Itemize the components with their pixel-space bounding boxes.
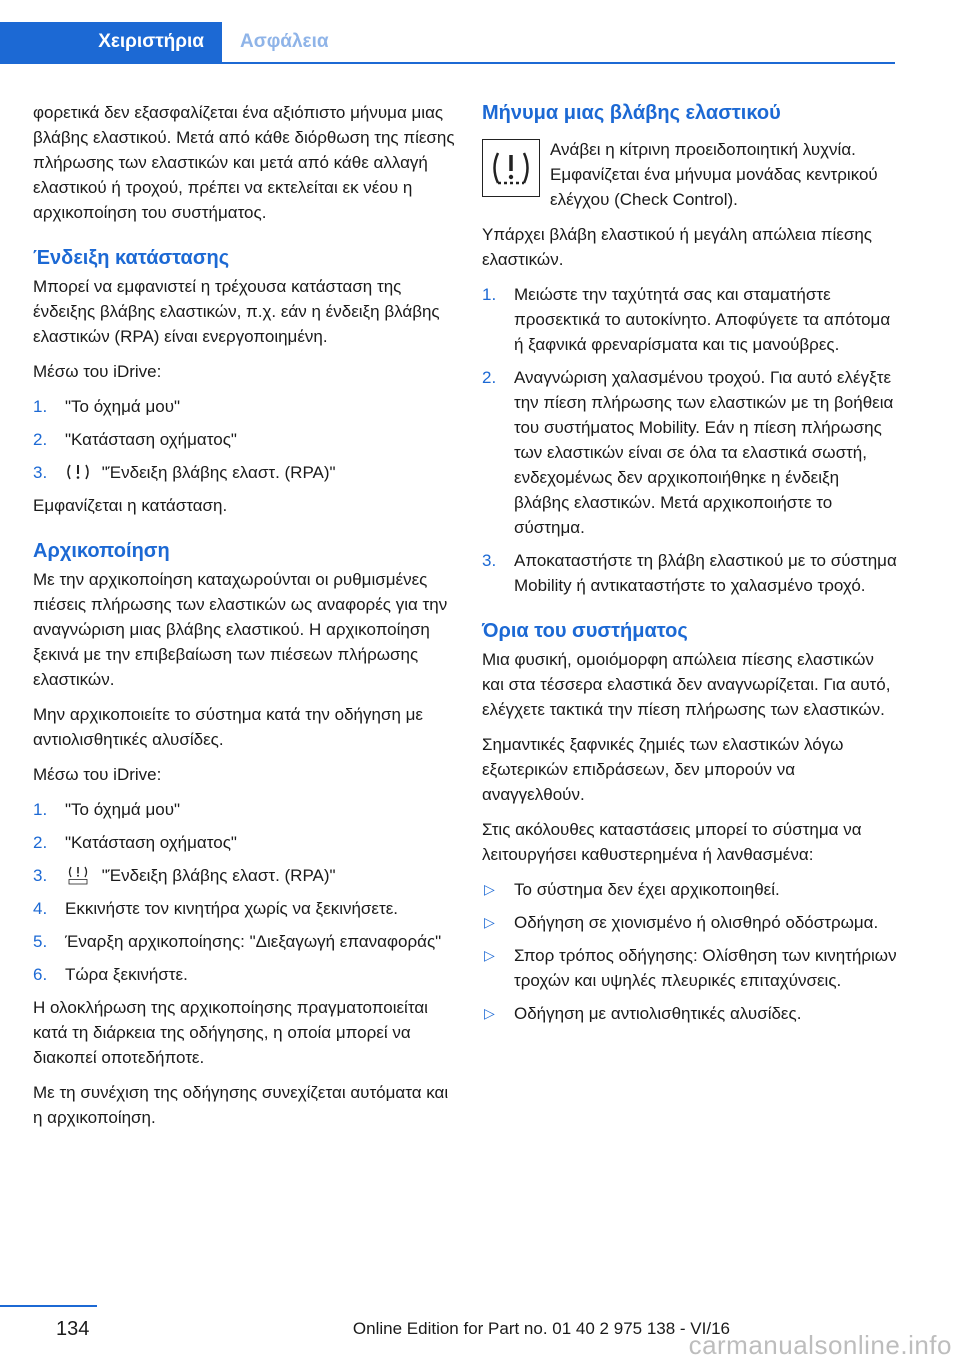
message-steps <box>482 282 897 598</box>
bullet-text: Οδήγηση με αντιολισθητικές αλυσίδες. <box>514 1004 802 1023</box>
step-text: "Ένδειξη βλάβης ελαστ. (RPA)" <box>101 463 336 482</box>
step-text: Έναρξη αρχικοποίησης: "Διεξαγωγή επαναφοράς" <box>65 932 442 951</box>
tire-pressure-warning-icon <box>482 139 540 197</box>
bullet-arrow-icon: ▷ <box>484 1005 495 1021</box>
list-item <box>33 929 458 954</box>
step-number: 5. <box>33 932 48 951</box>
step-number: 2. <box>33 833 48 852</box>
tab-controls[interactable]: Χειριστήρια <box>0 22 222 62</box>
via-idrive-label: Μέσω του iDrive: <box>33 362 162 381</box>
step-text: Τώρα ξεκινήστε. <box>65 965 188 984</box>
list-item <box>33 962 458 987</box>
edition-text: Online Edition for Part no. 01 40 2 975 138 - VI/16 <box>352 1319 730 1338</box>
step-number: 1. <box>482 285 497 304</box>
list-item <box>33 427 458 452</box>
list-item <box>482 282 897 357</box>
limits-paragraph-3: Στις ακόλουθες καταστάσεις μπορεί το σύστημα να λειτουργήσει καθυστερημένα ή λανθασμένα: <box>482 820 862 864</box>
page-header <box>0 22 895 64</box>
list-item <box>482 365 897 540</box>
message-paragraph: Υπάρχει βλάβη ελαστικού ή μεγάλη απώλεια πίεσης ελαστικών. <box>482 225 872 269</box>
step-number: 3. <box>33 463 48 482</box>
status-paragraph: Μπορεί να εμφανιστεί η τρέχουσα κατάσταση της ένδειξης βλάβης ελαστικών, π.χ. εάν η ένδειξη βλάβης ελαστικών (RPA) είναι ενεργοποιημένη. <box>33 277 440 346</box>
limits-bullets <box>482 877 897 1026</box>
list-item <box>33 830 458 855</box>
step-number: 1. <box>33 800 48 819</box>
list-item <box>482 1001 897 1026</box>
init-paragraph-3: Η ολοκλήρωση της αρχικοποίησης πραγματοποιείται κατά τη διάρκεια της οδήγησης, η οποία μπορεί να διακοπεί οποτεδήποτε. <box>33 998 428 1067</box>
limits-paragraph-2: Σημαντικές ξαφνικές ζημιές των ελαστικών λόγω εξωτερικών επιδράσεων, δεν μπορούν να αναγγελθούν. <box>482 735 844 804</box>
bullet-text: Το σύστημα δεν έχει αρχικοποιηθεί. <box>514 880 780 899</box>
init-steps <box>33 797 458 987</box>
step-text: Εκκινήστε τον κινητήρα χωρίς να ξεκινήσετε. <box>65 899 399 918</box>
list-item <box>33 896 458 921</box>
status-heading: Ένδειξη κατάστασης <box>33 247 230 269</box>
step-text: "Κατάσταση οχήματος" <box>65 833 237 852</box>
message-heading: Μήνυμα μιας βλάβης ελαστικού <box>482 102 781 124</box>
step-number: 2. <box>482 368 497 387</box>
warning-text: Ανάβει η κίτρινη προειδοποιητική λυχνία. Εμφανίζεται ένα μήνυμα μονάδας κεντρικού ελέγχου (Check Control). <box>550 140 878 209</box>
warning-block <box>482 137 897 212</box>
step-number: 1. <box>33 397 48 416</box>
bullet-arrow-icon: ▷ <box>484 881 495 897</box>
page-number: 134 <box>56 1318 90 1340</box>
intro-paragraph: φορετικά δεν εξασφαλίζεται ένα αξιόπιστο μήνυμα μιας βλάβης ελαστικού. Μετά από κάθε διόρθωση της πίεσης πλήρωσης των ελαστικών και μετά από κάθε αλλαγή ελαστικού ή τροχού, πρέπει να εκτελείται εκ νέου η αρχικοποίηση του συστήματος. <box>33 103 455 222</box>
watermark: carmanualsonline.info <box>688 1330 952 1360</box>
bullet-arrow-icon: ▷ <box>484 947 495 963</box>
init-paragraph-4: Με τη συνέχιση της οδήγησης συνεχίζεται αυτόματα και η αρχικοποίηση. <box>33 1083 449 1127</box>
via-idrive-label-2: Μέσω του iDrive: <box>33 765 162 784</box>
step-text: Αναγνώριση χαλασμένου τροχού. Για αυτό ελέγξτε την πίεση πλήρωσης των ελαστικών με τη βοήθεια του συστήματος Mobility. Εάν η πίεση πλήρωσης των ελαστικών είναι σε όλα τα ελαστικά σωστή, ενδεχομένως δεν αρχικοποιήθηκε η ένδειξη βλάβης ελαστικών. Μετά αρχικοποιήστε το σύστημα. <box>514 368 894 537</box>
step-text: "Το όχημά μου" <box>65 397 181 416</box>
tab-safety[interactable]: Ασφάλεια <box>240 31 329 52</box>
right-column <box>482 100 897 1034</box>
tire-reset-icon <box>65 865 91 885</box>
status-steps <box>33 394 458 485</box>
list-item <box>482 877 897 902</box>
step-number: 3. <box>482 551 497 570</box>
limits-paragraph-1: Μια φυσική, ομοιόμορφη απώλεια πίεσης ελαστικών και στα τέσσερα ελαστικά δεν αναγνωρίζεται. Για αυτό, ελέγχετε τακτικά την πίεση πλήρωσης των ελαστικών. <box>482 650 891 719</box>
step-number: 6. <box>33 965 48 984</box>
step-text: Αποκαταστήστε τη βλάβη ελαστικού με το σύστημα Mobility ή αντικαταστήστε το χαλασμένο τροχό. <box>514 551 897 595</box>
list-item <box>33 394 458 419</box>
list-item <box>33 863 458 888</box>
step-text: "Κατάσταση οχήματος" <box>65 430 237 449</box>
list-item <box>482 548 897 598</box>
system-limits-heading: Όρια του συστήματος <box>482 620 688 642</box>
step-text: "Το όχημά μου" <box>65 800 181 819</box>
left-column <box>33 100 458 1140</box>
list-item <box>33 460 458 485</box>
init-paragraph-2: Μην αρχικοποιείτε το σύστημα κατά την οδήγηση με αντιολισθητικές αλυσίδες. <box>33 705 423 749</box>
bullet-text: Οδήγηση σε χιονισμένο ή ολισθηρό οδόστρωμα. <box>514 913 879 932</box>
bullet-text: Σπορ τρόπος οδήγησης: Ολίσθηση των κινητήριων τροχών και υψηλές πλευρικές επιταχύνσεις. <box>514 946 897 990</box>
step-text: Μειώστε την ταχύτητά σας και σταματήστε προσεκτικά το αυτοκίνητο. Αποφύγετε τα απότομα ή ξαφνικά φρεναρίσματα και τις μανούβρες. <box>514 285 891 354</box>
list-item <box>482 910 897 935</box>
step-number: 3. <box>33 866 48 885</box>
list-item <box>482 943 897 993</box>
tire-warning-icon <box>65 462 91 482</box>
init-paragraph-1: Με την αρχικοποίηση καταχωρούνται οι ρυθμισμένες πιέσεις πλήρωσης των ελαστικών ως αναφορές για την αναγνώριση μιας βλάβης ελαστικού. Η αρχικοποίηση ξεκινά με την επιβεβαίωση των πιέσεων πλήρωσης ελαστικών. <box>33 570 448 689</box>
footer-rule <box>0 1305 97 1307</box>
step-number: 4. <box>33 899 48 918</box>
bullet-arrow-icon: ▷ <box>484 914 495 930</box>
status-result: Εμφανίζεται η κατάσταση. <box>33 496 228 515</box>
init-heading: Αρχικοποίηση <box>33 540 170 562</box>
step-text: "Ένδειξη βλάβης ελαστ. (RPA)" <box>101 866 336 885</box>
step-number: 2. <box>33 430 48 449</box>
list-item <box>33 797 458 822</box>
